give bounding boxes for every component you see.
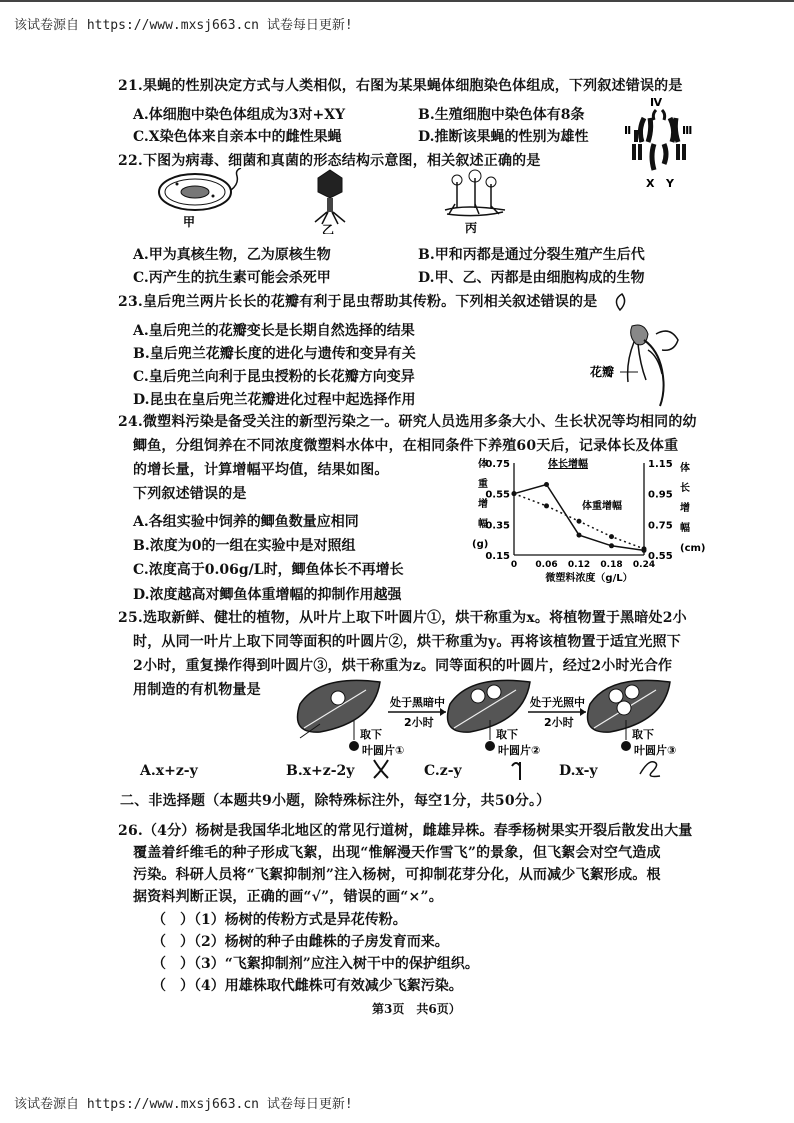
q21-option-d: D.推断该果蝇的性别为雄性 xyxy=(418,129,589,145)
disc1-label: 叶圆片① xyxy=(362,744,405,757)
y-right-axis-label: (cm) xyxy=(680,543,706,554)
y-right-tick-label: 0.95 xyxy=(648,489,673,501)
handwritten-mark-c xyxy=(508,756,530,784)
section-2-title: 二、非选择题（本题共9小题，除特殊标注外，每空1分，共50分。） xyxy=(120,793,551,809)
handwritten-mark-d xyxy=(636,754,666,780)
top-border xyxy=(0,0,794,2)
x-tick-label: 0 xyxy=(510,560,518,570)
q22-option-b: B.甲和丙都是通过分裂生殖产生后代 xyxy=(418,247,645,263)
y-right-axis-label: 增 xyxy=(680,503,690,514)
y-left-tick-label: 0.15 xyxy=(485,551,510,562)
q25-line4: 用制造的有机物量是 xyxy=(133,682,261,698)
y-left-axis-label: 增 xyxy=(478,499,488,510)
q23-option-c: C.皇后兜兰向利于昆虫授粉的长花瓣方向变异 xyxy=(133,369,415,385)
header-source-text: 该试卷源自 https://www.mxsj663.cn 试卷每日更新! xyxy=(14,18,353,33)
q25-line3: 2小时，重复操作得到叶圆片③，烘干称重为z。同等面积的叶圆片，经过2小时光合作 xyxy=(133,658,673,674)
q26-line4: 据资料判断正误，正确的画“√”，错误的画“×”。 xyxy=(133,889,443,905)
q26-line3: 污染。科研人员将“飞絮抑制剂”注入杨树，可抑制花芽分化，从而减少飞絮形成。根 xyxy=(133,867,661,883)
arrow1-top-label: 处于黑暗中 xyxy=(390,696,445,709)
y-left-axis-label: 重 xyxy=(478,479,488,490)
y-right-axis-label: 体 xyxy=(680,463,690,474)
label-jia: 甲 xyxy=(183,215,196,229)
y-left-axis-label: 体 xyxy=(478,459,488,470)
y-right-axis-label: 长 xyxy=(680,483,690,494)
series-1-point xyxy=(609,534,614,539)
q23-option-a: A.皇后兜兰的花瓣变长是长期自然选择的结果 xyxy=(133,323,415,339)
leaf-disc-figure xyxy=(290,668,710,764)
page-number: 第3页 共6页） xyxy=(372,1002,461,1016)
arrow2-top-label: 处于光照中 xyxy=(530,696,585,709)
take-label-2: 取下 xyxy=(496,728,518,741)
q23-option-d: D.昆虫在皇后兜兰花瓣进化过程中起选择作用 xyxy=(133,392,416,408)
label-bing: 丙 xyxy=(465,221,478,234)
q24-line1: 24.微塑料污染是备受关注的新型污染之一。研究人员选用多条大小、生长状况等均相同的幼 xyxy=(118,414,697,430)
q25-line2: 时，从同一叶片上取下同等面积的叶圆片②，烘干称重为y。再将该植物置于适宜光照下 xyxy=(133,634,681,650)
chromosome-label-iii: Ⅲ xyxy=(682,124,693,137)
q26-line2: 覆盖着纤维毛的种子形成飞絮，出现“惟解漫天作雪飞”的景象，但飞絮会对空气造成 xyxy=(133,845,661,861)
q21-stem: 21.果蝇的性别决定方式与人类相似，右图为某果蝇体细胞染色体组成，下列叙述错误的是 xyxy=(118,78,683,94)
petal-label: 花瓣 xyxy=(590,365,615,379)
q24-option-a: A.各组实验中饲养的鲫鱼数量应相同 xyxy=(133,514,359,530)
series-1-point xyxy=(577,519,582,524)
series-line-0 xyxy=(514,484,644,550)
q24-option-c: C.浓度高于0.06g/L时，鲫鱼体长不再增长 xyxy=(133,562,404,578)
q23-option-b: B.皇后兜兰花瓣长度的进化与遗传和变异有关 xyxy=(133,346,416,362)
q22-stem: 22.下图为病毒、细菌和真菌的形态结构示意图，相关叙述正确的是 xyxy=(118,153,541,169)
chromosome-label-iv: Ⅳ xyxy=(650,96,663,109)
q22-option-a: A.甲为真核生物，乙为原核生物 xyxy=(133,247,331,263)
q23-stem: 23.皇后兜兰两片长长的花瓣有利于昆虫帮助其传粉。下列相关叙述错误的是 xyxy=(118,294,598,310)
arrow1-bottom-label: 2小时 xyxy=(404,716,434,729)
q21-option-b: B.生殖细胞中染色体有8条 xyxy=(418,107,585,123)
q22-option-d: D.甲、乙、丙都是由细胞构成的生物 xyxy=(418,270,645,286)
series-0-point xyxy=(609,543,614,548)
series-label-weight: 体重增幅 xyxy=(582,501,622,512)
series-0-point xyxy=(544,482,549,487)
series-label-length: 体长增幅 xyxy=(548,459,588,470)
handwritten-cross-mark xyxy=(370,756,392,782)
y-left-axis-label: (g) xyxy=(472,539,489,550)
arrow2-bottom-label: 2小时 xyxy=(544,716,574,729)
x-tick-label: 0.18 xyxy=(600,560,623,570)
q25-option-d: D.x-y xyxy=(559,763,598,779)
bacterium-figure xyxy=(155,168,255,230)
y-left-tick-label: 0.75 xyxy=(485,459,510,470)
q26-item-1[interactable]: （ ）（1）杨树的传粉方式是异花传粉。 xyxy=(152,912,407,928)
q24-option-d: D.浓度越高对鲫鱼体重增幅的抑制作用越强 xyxy=(133,587,402,603)
q26-item-2[interactable]: （ ）（2）杨树的种子由雌株的子房发育而来。 xyxy=(152,934,449,950)
q25-line1: 25.选取新鲜、健壮的植物，从叶片上取下叶圆片①，烘干称重为x。将植物置于黑暗处2小 xyxy=(118,610,687,626)
label-yi: 乙 xyxy=(322,223,335,234)
q26-line1: 26.（4分）杨树是我国华北地区的常见行道树，雌雄异株。春季杨树果实开裂后散发出大量 xyxy=(118,823,693,839)
q24-line2: 鲫鱼，分组饲养在不同浓度微塑料水体中，在相同条件下养殖60天后，记录体长及体重 xyxy=(133,438,679,454)
disc3-label: 叶圆片③ xyxy=(634,744,677,757)
chromosome-label-y: Y xyxy=(666,177,674,190)
disc2-label: 叶圆片② xyxy=(498,744,541,757)
x-axis-label: 微塑料浓度（g/L） xyxy=(545,573,633,584)
q24-line3: 的增长量，计算增幅平均值，结果如图。 xyxy=(133,462,389,478)
take-label-3: 取下 xyxy=(632,728,654,741)
x-tick-label: 0.24 xyxy=(632,560,656,570)
series-1-point xyxy=(642,546,647,551)
virus-figure xyxy=(300,168,360,234)
y-right-tick-label: 0.75 xyxy=(648,520,673,532)
chromosome-label-ii: Ⅱ xyxy=(624,124,632,137)
q21-option-c: C.X染色体来自亲本中的雌性果蝇 xyxy=(133,129,342,145)
microplastic-chart xyxy=(470,455,710,603)
q26-item-3[interactable]: （ ）（3）“飞絮抑制剂”应注入树干中的保护组织。 xyxy=(152,956,479,972)
q22-option-c: C.丙产生的抗生素可能会杀死甲 xyxy=(133,270,331,286)
y-right-tick-label: 0.55 xyxy=(648,551,673,562)
footer-source-text: 该试卷源自 https://www.mxsj663.cn 试卷每日更新! xyxy=(14,1097,353,1112)
x-tick-label: 0.06 xyxy=(535,560,558,570)
series-0-point xyxy=(577,533,582,538)
take-label-1: 取下 xyxy=(360,728,382,741)
y-left-axis-label: 幅 xyxy=(478,519,488,530)
y-left-tick-label: 0.35 xyxy=(485,520,510,532)
chromosome-figure xyxy=(620,92,700,192)
fungus-figure xyxy=(435,168,515,234)
q24-option-b: B.浓度为0的一组在实验中是对照组 xyxy=(133,538,356,554)
q26-item-4[interactable]: （ ）（4）用雄株取代雌株可有效减少飞絮污染。 xyxy=(152,978,463,994)
series-1-point xyxy=(512,491,517,496)
q25-option-c: C.z-y xyxy=(424,763,462,779)
y-right-tick-label: 1.15 xyxy=(648,459,673,470)
y-right-axis-label: 幅 xyxy=(680,523,690,534)
q25-option-a: A.x+z-y xyxy=(140,763,198,779)
chromosome-label-x: X xyxy=(646,177,655,190)
q21-option-a: A.体细胞中染色体组成为3对+XY xyxy=(133,107,346,123)
orchid-figure xyxy=(590,290,690,410)
series-1-point xyxy=(544,503,549,508)
x-tick-label: 0.12 xyxy=(567,560,591,570)
y-left-tick-label: 0.55 xyxy=(485,489,510,501)
q24-line4: 下列叙述错误的是 xyxy=(133,486,247,502)
q25-option-b: B.x+z-2y xyxy=(286,763,355,779)
